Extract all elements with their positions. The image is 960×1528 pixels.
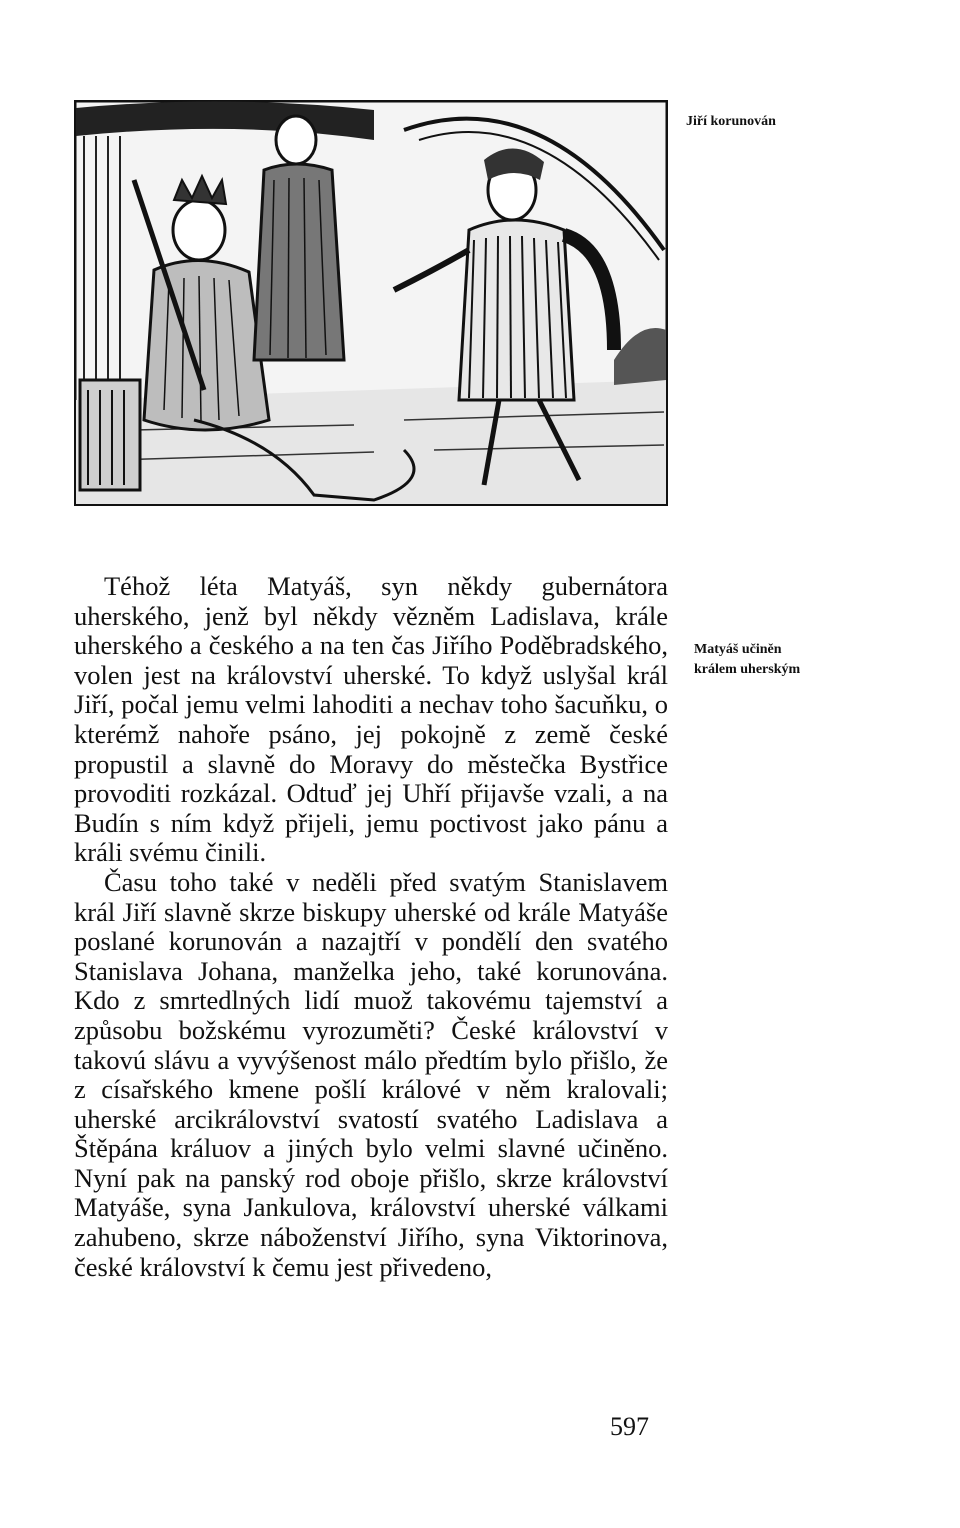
margin-note-coronation: Jiří korunován xyxy=(686,114,776,129)
margin-note-line: Matyáš učiněn xyxy=(694,642,782,657)
page-number: 597 xyxy=(610,1412,649,1441)
paragraph: Času toho také v neděli před svatým Stanislavem král Jiří slavně skrze biskupy uherské od krále Matyáše poslané korunován a nazajtří v pondělí den svatého Stanislava Johana, manželka jeho, také korunována. Kdo z smrtedlných lidí muož takovému tajemství a způsobu božskému vyrozuměti? České království v takovú slávu a vyvýšenost málo předtím bylo přišlo, že z císařského kmene pošlí králové v něm kralovali; uherské arcikrálovství svatostí svatého Ladislava a Štěpána králuov a jiných bylo velmi slavné učiněno. Nyní pak na panský rod oboje přišlo, skrze království Matyáše, syna Jankulova, království uherské válkami zahubeno, skrze náboženství Jiřího, syna Viktorinova, české království k čemu jest přivedeno, xyxy=(74,866,668,1282)
margin-note-line: králem uherským xyxy=(694,662,801,677)
woodcut-illustration xyxy=(74,100,668,506)
paragraph: Téhož léta Matyáš, syn někdy gubernátora uherského, jenž byl někdy vězněm Ladislava, krále uherského a českého a na ten čas Jiřího Poděbradského, volen jest na království uherské. To když uslyšal král Jiří, počal jemu velmi lahoditi a nechav toho šacuňku, o kterémž nahoře psáno, jej pokojně z země české propustil a slavně do Moravy do městečka Bystřice provoditi rozkázal. Odtuď jej Uhří přijavše vzali, a na Budín s ním když přijeli, jemu poctivost jako pánu a králi svému činili. xyxy=(74,571,668,868)
main-text xyxy=(74,572,668,1282)
margin-note-matyas xyxy=(694,640,800,680)
